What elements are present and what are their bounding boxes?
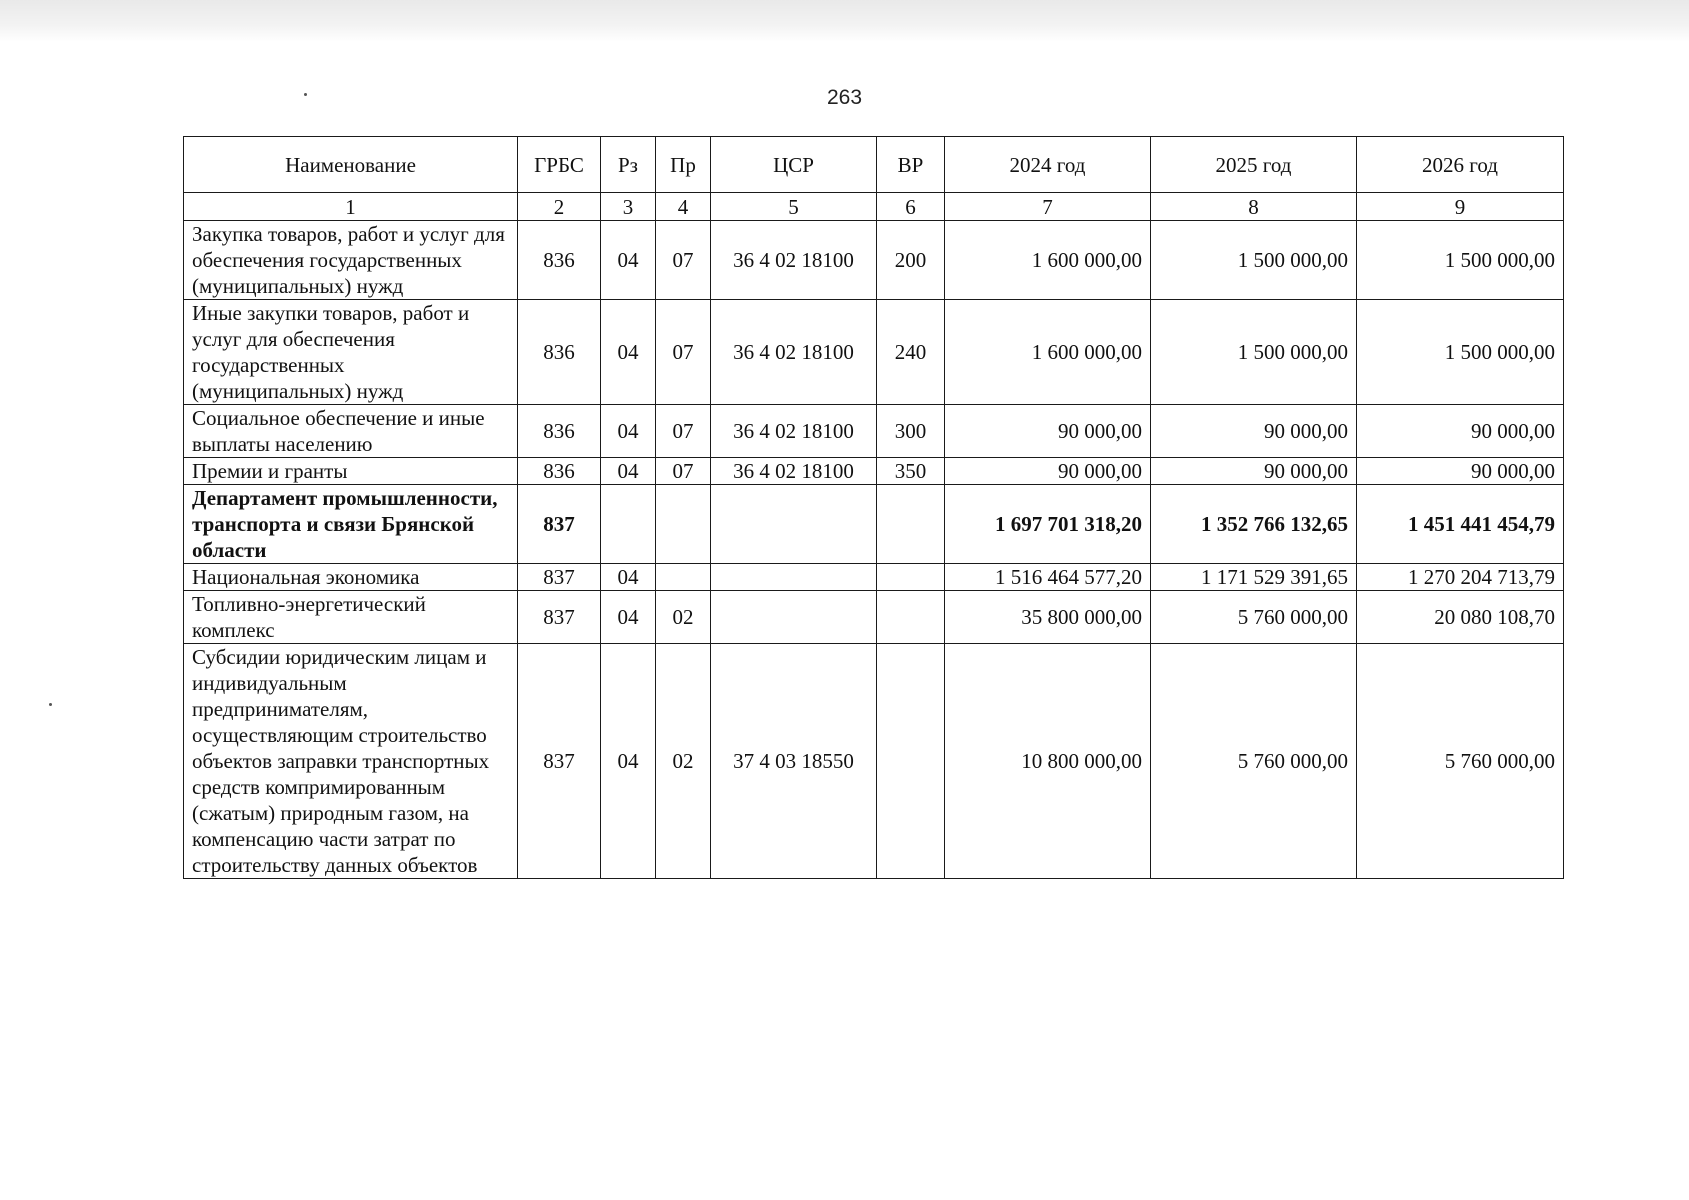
row-name: Премии и гранты (184, 458, 518, 485)
row-csr: 37 4 03 18550 (711, 644, 877, 879)
column-number: 4 (656, 193, 711, 221)
row-rz: 04 (601, 300, 656, 405)
row-vr: 300 (877, 405, 945, 458)
row-vr: 200 (877, 221, 945, 300)
table-row (184, 564, 1564, 591)
header-csr: ЦСР (711, 137, 877, 193)
row-vr (877, 564, 945, 591)
row-rz: 04 (601, 221, 656, 300)
row-2025: 1 352 766 132,65 (1151, 485, 1357, 564)
row-vr: 240 (877, 300, 945, 405)
row-2024: 1 697 701 318,20 (945, 485, 1151, 564)
row-pr (656, 564, 711, 591)
column-number: 5 (711, 193, 877, 221)
row-vr: 350 (877, 458, 945, 485)
row-vr (877, 644, 945, 879)
header-2026: 2026 год (1357, 137, 1564, 193)
row-rz: 04 (601, 591, 656, 644)
column-number: 1 (184, 193, 518, 221)
row-csr: 36 4 02 18100 (711, 405, 877, 458)
column-number: 8 (1151, 193, 1357, 221)
header-rz: Рз (601, 137, 656, 193)
row-csr: 36 4 02 18100 (711, 458, 877, 485)
table-row (184, 458, 1564, 485)
row-grbs: 836 (518, 300, 601, 405)
row-2024: 10 800 000,00 (945, 644, 1151, 879)
row-2025: 1 171 529 391,65 (1151, 564, 1357, 591)
row-name: Субсидии юридическим лицам и индивидуальным предпринимателям, осуществляющим строительство объектов заправки транспортных средств компримированным (сжатым) природным газом, на компенсацию части затрат по строительству данных объектов (184, 644, 518, 879)
row-grbs: 837 (518, 564, 601, 591)
row-grbs: 837 (518, 485, 601, 564)
table-row (184, 300, 1564, 405)
row-csr: 36 4 02 18100 (711, 300, 877, 405)
row-2026: 1 270 204 713,79 (1357, 564, 1564, 591)
row-name: Социальное обеспечение и иные выплаты населению (184, 405, 518, 458)
header-pr: Пр (656, 137, 711, 193)
table-row (184, 405, 1564, 458)
header-vr: ВР (877, 137, 945, 193)
row-rz: 04 (601, 458, 656, 485)
row-name: Департамент промышленности, транспорта и связи Брянской области (184, 485, 518, 564)
column-number: 3 (601, 193, 656, 221)
row-2025: 1 500 000,00 (1151, 300, 1357, 405)
page-number: 263 (826, 86, 863, 109)
row-csr (711, 564, 877, 591)
row-rz (601, 485, 656, 564)
table-row-department (184, 485, 1564, 564)
column-number: 7 (945, 193, 1151, 221)
row-csr (711, 591, 877, 644)
scan-speck (304, 93, 307, 96)
header-2025: 2025 год (1151, 137, 1357, 193)
column-number: 2 (518, 193, 601, 221)
row-grbs: 837 (518, 644, 601, 879)
table-row (184, 591, 1564, 644)
row-name: Закупка товаров, работ и услуг для обеспечения государственных (муниципальных) нужд (184, 221, 518, 300)
row-rz: 04 (601, 564, 656, 591)
row-2026: 20 080 108,70 (1357, 591, 1564, 644)
header-grbs: ГРБС (518, 137, 601, 193)
row-2024: 35 800 000,00 (945, 591, 1151, 644)
row-name: Иные закупки товаров, работ и услуг для обеспечения государственных (муниципальных) нужд (184, 300, 518, 405)
row-pr: 02 (656, 591, 711, 644)
row-grbs: 836 (518, 458, 601, 485)
row-pr: 07 (656, 300, 711, 405)
row-2025: 5 760 000,00 (1151, 644, 1357, 879)
column-number: 6 (877, 193, 945, 221)
column-number: 9 (1357, 193, 1564, 221)
header-name: Наименование (184, 137, 518, 193)
row-vr (877, 591, 945, 644)
row-2024: 1 600 000,00 (945, 221, 1151, 300)
row-2026: 1 500 000,00 (1357, 300, 1564, 405)
table-row (184, 221, 1564, 300)
row-rz: 04 (601, 644, 656, 879)
row-2024: 1 516 464 577,20 (945, 564, 1151, 591)
row-2025: 5 760 000,00 (1151, 591, 1357, 644)
row-2024: 90 000,00 (945, 405, 1151, 458)
table-row (184, 644, 1564, 879)
row-2024: 90 000,00 (945, 458, 1151, 485)
row-2025: 90 000,00 (1151, 458, 1357, 485)
scan-top-strip (0, 0, 1689, 42)
row-pr: 07 (656, 405, 711, 458)
row-2026: 90 000,00 (1357, 458, 1564, 485)
row-pr: 07 (656, 458, 711, 485)
row-2026: 1 451 441 454,79 (1357, 485, 1564, 564)
row-pr (656, 485, 711, 564)
row-name: Топливно-энергетический комплекс (184, 591, 518, 644)
column-number-row (184, 193, 1564, 221)
header-row (184, 137, 1564, 193)
row-2025: 1 500 000,00 (1151, 221, 1357, 300)
scan-speck (49, 703, 52, 706)
row-grbs: 836 (518, 405, 601, 458)
row-pr: 02 (656, 644, 711, 879)
header-2024: 2024 год (945, 137, 1151, 193)
row-name: Национальная экономика (184, 564, 518, 591)
row-2026: 1 500 000,00 (1357, 221, 1564, 300)
row-rz: 04 (601, 405, 656, 458)
row-grbs: 836 (518, 221, 601, 300)
row-pr: 07 (656, 221, 711, 300)
budget-table (183, 136, 1564, 879)
row-csr (711, 485, 877, 564)
row-vr (877, 485, 945, 564)
row-2026: 90 000,00 (1357, 405, 1564, 458)
row-2026: 5 760 000,00 (1357, 644, 1564, 879)
row-2024: 1 600 000,00 (945, 300, 1151, 405)
row-grbs: 837 (518, 591, 601, 644)
row-csr: 36 4 02 18100 (711, 221, 877, 300)
row-2025: 90 000,00 (1151, 405, 1357, 458)
